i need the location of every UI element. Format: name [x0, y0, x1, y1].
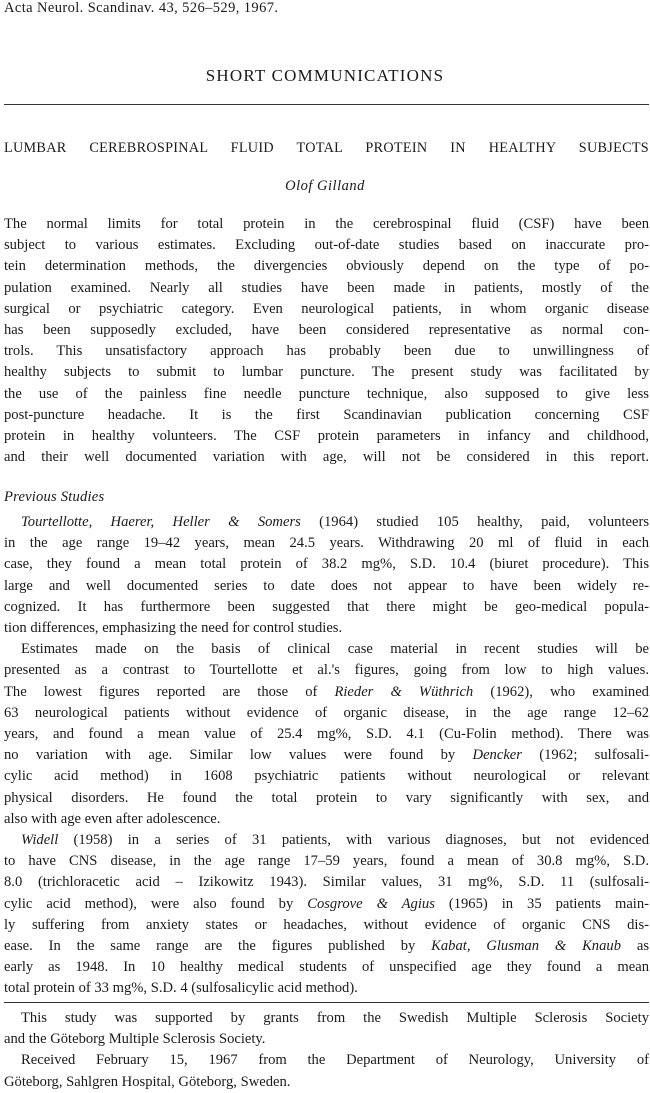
- text-line: to have CNS disease, in the age range 17–59 years, found a mean of 30.8 mg%, S.D.: [4, 853, 649, 870]
- previous-studies-body: [4, 512, 649, 1000]
- text-line: in the age range 19–42 years, mean 24.5 years. Withdrawing 20 ml of fluid in each: [4, 535, 649, 552]
- received-note-line: Received February 15, 1967 from the Department of Neurology, University of: [21, 1052, 649, 1069]
- text-line: healthy subjects to submit to lumbar puncture. The present study was facilitated by: [4, 364, 649, 381]
- text-line: the use of the painless fine needle puncture technique, also supposed to give less: [4, 385, 649, 402]
- text-line: protein in healthy volunteers. The CSF protein parameters in infancy and childhood,: [4, 428, 649, 445]
- text-line: trols. This unsatisfactory approach has probably been due to unwillingness of: [4, 343, 649, 360]
- text-line: subject to various estimates. Excluding out-of-date studies based on inaccurate pro-: [4, 237, 649, 254]
- received-note-line: Göteborg, Sahlgren Hospital, Göteborg, Sweden.: [4, 1073, 291, 1090]
- text-line: 63 neurological patients without evidence of organic disease, in the age range 12–62: [4, 704, 649, 721]
- author-citation: Cosgrove & Agius: [307, 895, 435, 912]
- text-line: ly suffering from anxiety states or headaches, without evidence of organic CNS dis-: [4, 916, 649, 933]
- support-note-line: This study was supported by grants from the Swedish Multiple Sclerosis Society: [21, 1010, 649, 1026]
- text-line: post-puncture headache. It is the first Scandinavian publication concerning CSF: [4, 406, 649, 423]
- text-line: 8.0 (trichloracetic acid – Izikowitz 1943). Similar values, 31 mg%, S.D. 11 (sulfosali-: [4, 874, 649, 891]
- text-line: ease. In the same range are the figures published by Kabat, Glusman & Knaub as: [4, 938, 650, 955]
- text-line: Estimates made on the basis of clinical case material in recent studies will be: [21, 641, 649, 658]
- article-title: LUMBAR CEREBROSPINAL FLUID TOTAL PROTEIN IN HEALTHY SUBJECTS: [4, 140, 649, 156]
- article-author: Olof Gilland: [285, 178, 365, 194]
- text-line: early as 1948. In 10 healthy medical students of unspecified age they found a mean: [4, 959, 649, 976]
- text-line: no variation with age. Similar low values were found by Dencker (1962; sulfosali-: [4, 747, 649, 764]
- text-line: presented as a contrast to Tourtellotte et al.'s figures, going from low to high values.: [4, 662, 649, 679]
- footnote-divider: [4, 1002, 649, 1003]
- text-line: Widell (1958) in a series of 31 patients, with various diagnoses, but not evidenced: [21, 832, 649, 849]
- text-line: years, and found a mean value of 25.4 mg%, S.D. 4.1 (Cu-Folin method). There was: [4, 726, 649, 743]
- text-line: tion differences, emphasizing the need for control studies.: [4, 620, 343, 637]
- text-line: has been supposedly excluded, have been considered representative as normal con-: [4, 322, 649, 339]
- text-line: The normal limits for total protein in the cerebrospinal fluid (CSF) have been: [4, 216, 649, 232]
- previous-studies-heading: Previous Studies: [4, 489, 105, 505]
- author-citation: Widell: [21, 832, 59, 849]
- author-citation: Dencker: [472, 747, 522, 764]
- text-line: large and well documented series to date does not appear to have been widely re-: [4, 577, 649, 594]
- intro-paragraph: [4, 214, 649, 468]
- section-title: SHORT COMMUNICATIONS: [205, 66, 445, 85]
- text-line: physical disorders. He found the total protein to vary significantly with sex, and: [4, 789, 649, 806]
- support-note-line: and the Göteborg Multiple Sclerosis Society.: [4, 1031, 266, 1048]
- text-line: cylic acid method) in 1608 psychiatric patients without neurological or relevant: [4, 768, 649, 785]
- journal-citation: Acta Neurol. Scandinav. 43, 526–529, 1967.: [4, 0, 279, 16]
- text-line: also with age even after adolescence.: [4, 810, 221, 827]
- text-line: surgical or psychiatric category. Even neurological patients, in whom organic disease: [4, 300, 649, 317]
- text-line: case, they found a mean total protein of 38.2 mg%, S.D. 10.4 (biuret procedure). This: [4, 556, 649, 573]
- top-divider: [4, 104, 649, 105]
- text-line: total protein of 33 mg%, S.D. 4 (sulfosalicylic acid method).: [4, 980, 358, 997]
- text-line: tein determination methods, the divergencies obviously depend on the type of po-: [4, 258, 649, 275]
- author-citation: Kabat, Glusman & Knaub: [431, 938, 621, 955]
- text-line: cylic acid method), were also found by Cosgrove & Agius (1965) in 35 patients main-: [4, 895, 650, 912]
- author-citation: Tourtellotte, Haerer, Heller & Somers: [21, 514, 301, 530]
- footnotes: [4, 1008, 649, 1093]
- author-citation: Rieder & Wüthrich: [334, 683, 474, 700]
- text-line: Tourtellotte, Haerer, Heller & Somers (1964) studied 105 healthy, paid, volunteers: [21, 514, 649, 530]
- text-line: cognized. It has furthermore been suggested that there might be geo-medical popula-: [4, 598, 649, 615]
- text-line: pulation examined. Nearly all studies have been made in patients, mostly of the: [4, 279, 649, 296]
- text-line: and their well documented variation with age, will not be considered in this report.: [4, 449, 649, 466]
- text-line: The lowest figures reported are those of Rieder & Wüthrich (1962), who examined: [4, 683, 649, 700]
